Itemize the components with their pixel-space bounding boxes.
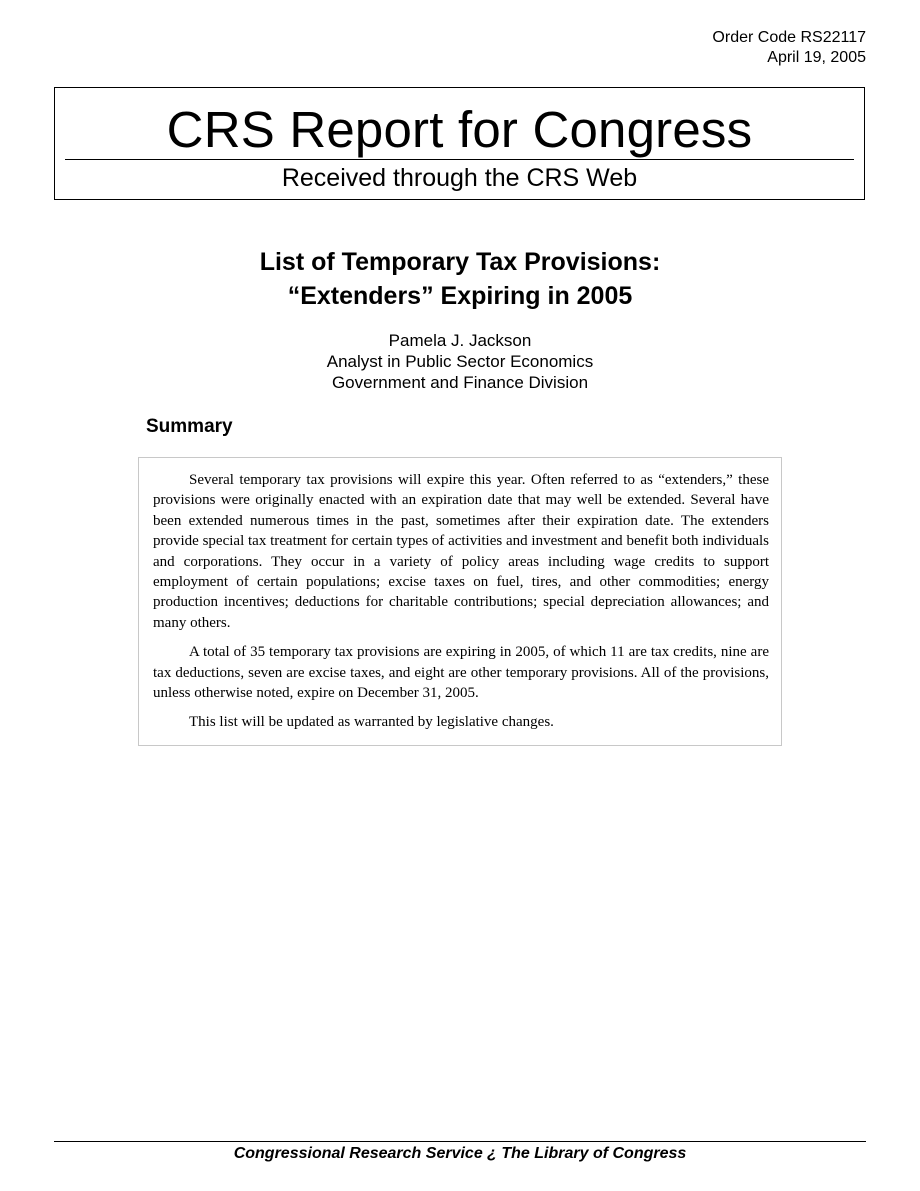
order-info [712,28,866,68]
report-header-title: CRS Report for Congress [166,101,753,158]
report-date: April 19, 2005 [767,49,866,66]
author-division: Government and Finance Division [331,373,589,392]
footer-text: Congressional Research Service ¿ The Library of Congress [233,1145,687,1162]
footer-divider [54,1141,866,1142]
author-position: Analyst in Public Sector Economics [326,352,594,371]
summary-paragraph: A total of 35 temporary tax provisions are expiring in 2005, of which 11 are tax credits, nine are tax deductions, seven are excise taxes, and eight are other temporary provisions. All of the provisions, unless otherwise noted, expire on December 31, 2005. [153,644,769,702]
author-name: Pamela J. Jackson [388,331,532,350]
document-title-line-1: List of Temporary Tax Provisions: [259,248,661,276]
summary-paragraph: This list will be updated as warranted by legislative changes. [189,714,554,731]
header-divider [65,159,854,160]
order-code: Order Code RS22117 [712,29,866,46]
document-title-line-2: “Extenders” Expiring in 2005 [287,282,633,310]
report-header-box [54,87,865,200]
author-block [0,330,920,393]
document-title [0,245,920,313]
report-header-subtitle: Received through the CRS Web [281,164,638,192]
summary-heading: Summary [146,416,233,437]
summary-box [138,457,782,746]
summary-paragraph: Several temporary tax provisions will expire this year. Often referred to as “extenders,” these provisions were originally enacted with an expiration date that may well be extended. Several have been extended numerous times in the past, sometimes after their expiration date. The extenders provide special tax treatment for certain types of activities and investment and benefit both individuals and corporations. They occur in a variety of policy areas including wage credits to support employment of certain populations; excise taxes on fuel, tires, and other commodities; energy production incentives; deductions for charitable contributions; special depreciation allowances; and many others. [153,472,769,631]
